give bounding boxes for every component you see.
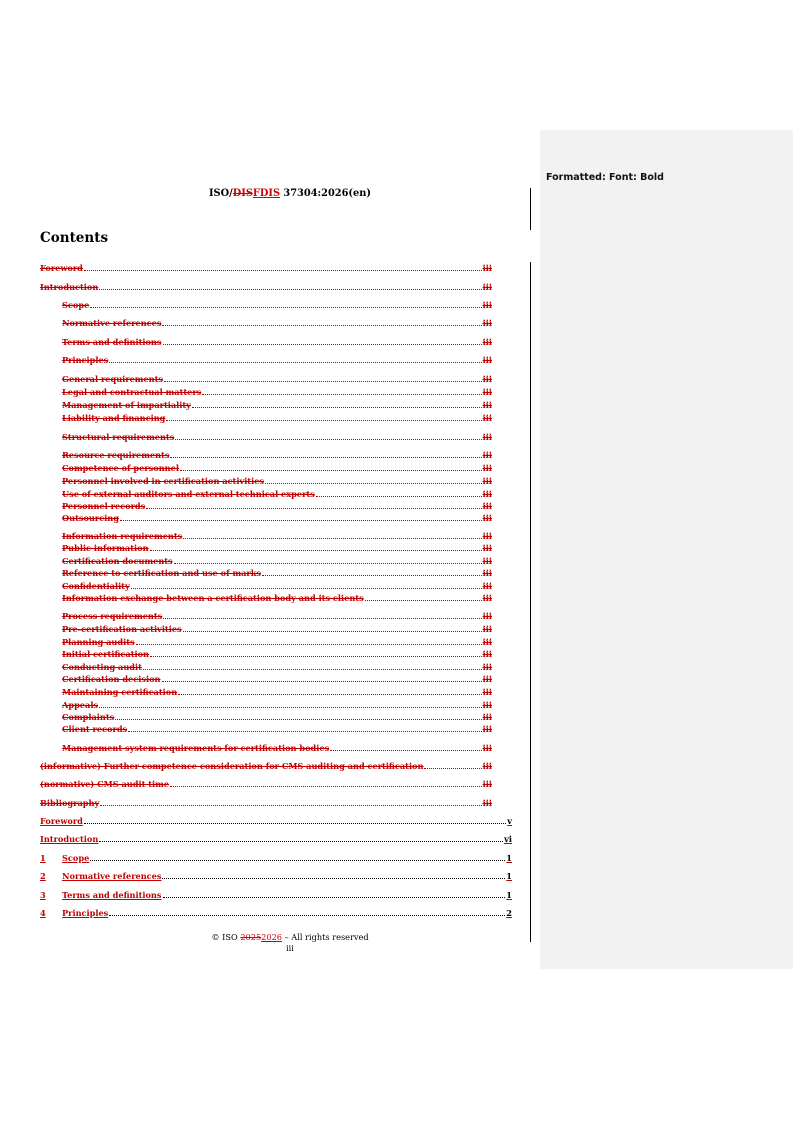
header-prefix: ISO/ [208,188,233,199]
toc-dot-leader [150,656,482,657]
toc-entry-page: 2 [506,908,512,918]
toc-entry[interactable] [40,778,492,789]
toc-entry[interactable] [40,636,492,647]
toc-entry-page: iii [482,556,492,566]
toc-entry-label: Certification decision [62,674,161,684]
toc-entry-label: General requirements [62,374,163,384]
toc-entry-page: iii [482,724,492,734]
toc-dot-leader [99,707,482,708]
footer-page-number: iii [286,943,294,953]
toc-entry-label: Scope [62,300,90,310]
toc-entry-number: 2 [40,871,46,881]
toc-entry-page: iii [482,649,492,659]
toc-entry-number: 1 [40,853,46,863]
toc-entry-label: Information exchange between a certification body and its clients [62,593,364,603]
toc-entry[interactable] [40,567,492,578]
toc-entry-label: Use of external auditors and external technical experts [62,489,315,499]
toc-entry[interactable] [40,699,492,710]
toc-entry[interactable] [40,580,492,591]
toc-entry-label: Normative references [62,318,162,328]
toc-entry[interactable] [40,610,492,621]
toc-dot-leader [162,878,505,879]
header-deleted-text: DIS [232,188,253,199]
toc-entry-label: Liability and financing [62,413,166,423]
toc-entry-label: Management of impartiality [62,400,191,410]
toc-dot-leader [166,420,481,421]
change-bar-toc [530,262,531,942]
toc-dot-leader [131,588,482,589]
toc-entry-label: Principles [62,355,109,365]
toc-entry-label: Competence of personnel [62,463,179,473]
footer-prefix: © ISO [211,932,241,942]
toc-entry-page: iii [482,318,492,328]
toc-dot-leader [174,563,482,564]
toc-entry[interactable] [40,475,492,486]
footer-inserted-year: 2026 [261,932,282,942]
toc-entry-label: Conducting audit [62,662,142,672]
toc-entry-label: Maintaining certification [62,687,178,697]
toc-dot-leader [163,618,481,619]
toc-entry-number: 3 [40,890,46,900]
toc-entry[interactable] [40,686,492,697]
toc-entry[interactable] [40,431,492,442]
toc-entry[interactable] [40,797,492,808]
toc-entry-page: iii [482,400,492,410]
toc-dot-leader [183,538,481,539]
toc-entry-label: Confidentiality [62,581,130,591]
toc-entry[interactable] [40,648,492,659]
toc-entry-label: Introduction [40,282,99,292]
toc-entry[interactable] [40,512,492,523]
toc-entry-label: Process requirements [62,611,163,621]
toc-dot-leader [146,508,481,509]
toc-entry-page: iii [482,531,492,541]
toc-entry-page: iii [482,432,492,442]
document-footer [40,932,540,954]
toc-dot-leader [262,575,482,576]
toc-entry-page: iii [482,779,492,789]
toc-entry-label: Resource requirements [62,450,170,460]
toc-entry-page: iii [482,489,492,499]
toc-entry-label: Introduction [40,834,99,844]
toc-entry-page: iii [482,501,492,511]
toc-entry[interactable] [40,373,492,384]
toc-entry-label: Normative references [62,871,162,881]
toc-entry[interactable] [40,673,492,684]
toc-entry-page: iii [482,337,492,347]
document-header [40,188,540,199]
toc-dot-leader [170,786,482,787]
toc-entry-label: Foreword [40,816,83,826]
toc-entry[interactable] [40,542,492,553]
toc-dot-leader [109,362,481,363]
footer-suffix: – All rights reserved [282,932,369,942]
toc-entry-page: iii [482,637,492,647]
toc-entry-label: Scope [62,853,90,863]
toc-entry[interactable] [40,412,492,423]
toc-entry-label: Structural requirements [62,432,175,442]
toc-entry-label: Foreword [40,263,83,273]
toc-dot-leader [109,915,505,916]
toc-dot-leader [365,600,482,601]
toc-entry-label: Personnel involved in certification activities [62,476,265,486]
toc-dot-leader [84,823,506,824]
toc-entry-label: Complaints [62,712,115,722]
toc-entry[interactable] [40,462,492,473]
toc-dot-leader [128,731,482,732]
toc-entry-page: iii [482,581,492,591]
toc-dot-leader [183,631,482,632]
header-inserted-text: FDIS [252,188,281,199]
header-suffix: 37304:2026(en) [280,188,372,199]
toc-entry[interactable] [40,623,492,634]
toc-dot-leader [84,270,482,271]
toc-dot-leader [424,768,481,769]
toc-entry-page: iii [482,712,492,722]
toc-dot-leader [120,520,482,521]
toc-dot-leader [162,681,482,682]
toc-entry[interactable] [40,317,492,328]
toc-entry-page: iii [482,798,492,808]
toc-entry-page: iii [482,513,492,523]
toc-dot-leader [136,644,482,645]
toc-entry[interactable] [40,262,492,273]
toc-entry[interactable] [40,555,492,566]
toc-dot-leader [99,289,481,290]
toc-entry[interactable] [40,661,492,672]
toc-dot-leader [192,407,482,408]
toc-entry-page: iii [482,413,492,423]
toc-dot-leader [115,719,481,720]
toc-entry-label: Public information [62,543,149,553]
toc-entry-page: iii [482,282,492,292]
toc-entry[interactable] [40,723,492,734]
toc-dot-leader [163,344,482,345]
toc-entry-page: iii [482,374,492,384]
toc-entry-label: Certification documents [62,556,173,566]
toc-dot-leader [178,694,481,695]
toc-entry-page: iii [482,624,492,634]
toc-entry-page: iii [482,476,492,486]
toc-entry-label: Bibliography [40,798,100,808]
toc-entry-page: 1 [506,871,512,881]
comment-pane [540,130,793,969]
toc-entry-page: iii [482,300,492,310]
toc-dot-leader [170,457,481,458]
toc-entry-page: iii [482,568,492,578]
toc-entry[interactable] [40,889,512,900]
toc-dot-leader [163,897,506,898]
toc-entry[interactable] [40,386,492,397]
toc-entry-page: iii [482,450,492,460]
toc-entry-number: 4 [40,908,46,918]
toc-entry-page: iii [482,263,492,273]
toc-entry-page: iii [482,611,492,621]
toc-entry-label: Appeals [62,700,99,710]
toc-dot-leader [100,805,481,806]
toc-dot-leader [180,470,482,471]
toc-entry-page: vi [504,834,512,844]
toc-entry-page: iii [482,674,492,684]
toc-entry[interactable] [40,833,512,844]
toc-entry-page: iii [482,662,492,672]
toc-entry[interactable] [40,907,512,918]
toc-dot-leader [316,496,482,497]
toc-entry-page: iii [482,593,492,603]
toc-entry[interactable] [40,399,492,410]
contents-title: Contents [40,230,109,246]
toc-entry-page: iii [482,700,492,710]
toc-entry-label: Terms and definitions [62,337,162,347]
toc-entry-label: Client records [62,724,128,734]
toc-dot-leader [150,550,482,551]
toc-dot-leader [330,750,481,751]
toc-dot-leader [162,325,481,326]
toc-entry-page: iii [482,761,492,771]
toc-entry[interactable] [40,742,492,753]
toc-entry[interactable] [40,760,492,771]
toc-dot-leader [99,841,503,842]
toc-entry-page: iii [482,355,492,365]
toc-entry[interactable] [40,592,492,603]
comment-balloon[interactable] [540,172,793,187]
toc-entry[interactable] [40,449,492,460]
toc-entry[interactable] [40,281,492,292]
toc-entry-page: iii [482,387,492,397]
toc-entry-label: Management system requirements for certification bodies [62,743,330,753]
toc-entry[interactable] [40,530,492,541]
toc-entry[interactable] [40,870,512,881]
toc-entry[interactable] [40,488,492,499]
toc-entry[interactable] [40,852,512,863]
toc-entry-label: (informative) Further competence consideration for CMS auditing and certification [40,761,424,771]
toc-entry-page: 1 [506,853,512,863]
toc-entry[interactable] [40,815,512,826]
comment-text: Formatted: Font: Bold [546,172,664,183]
toc-dot-leader [265,483,482,484]
toc-dot-leader [143,669,482,670]
toc-entry-label: Information requirements [62,531,183,541]
toc-entry-label: Initial certification [62,649,150,659]
toc-entry-label: (normative) CMS audit time [40,779,169,789]
toc-entry[interactable] [40,336,492,347]
toc-entry[interactable] [40,500,492,511]
toc-entry[interactable] [40,299,492,310]
toc-entry-label: Legal and contractual matters [62,387,202,397]
toc-entry-label: Terms and definitions [62,890,162,900]
toc-entry-label: Personnel records [62,501,146,511]
toc-entry-label: Outsourcing [62,513,119,523]
toc-entry-page: iii [482,543,492,553]
toc-entry-page: iii [482,743,492,753]
toc-dot-leader [202,394,481,395]
toc-entry-label: Principles [62,908,109,918]
toc-entry-page: 1 [506,890,512,900]
toc-entry[interactable] [40,354,492,365]
toc-entry-label: Reference to certification and use of marks [62,568,262,578]
toc-entry-label: Pre-certification activities [62,624,182,634]
toc-entry-page: v [507,816,512,826]
toc-entry-label: Planning audits [62,637,135,647]
toc-dot-leader [164,381,482,382]
footer-deleted-year: 2025 [240,932,262,942]
toc-dot-leader [90,307,481,308]
toc-entry-page: iii [482,463,492,473]
toc-entry[interactable] [40,711,492,722]
toc-dot-leader [90,860,505,861]
toc-entry-page: iii [482,687,492,697]
toc-dot-leader [175,439,481,440]
